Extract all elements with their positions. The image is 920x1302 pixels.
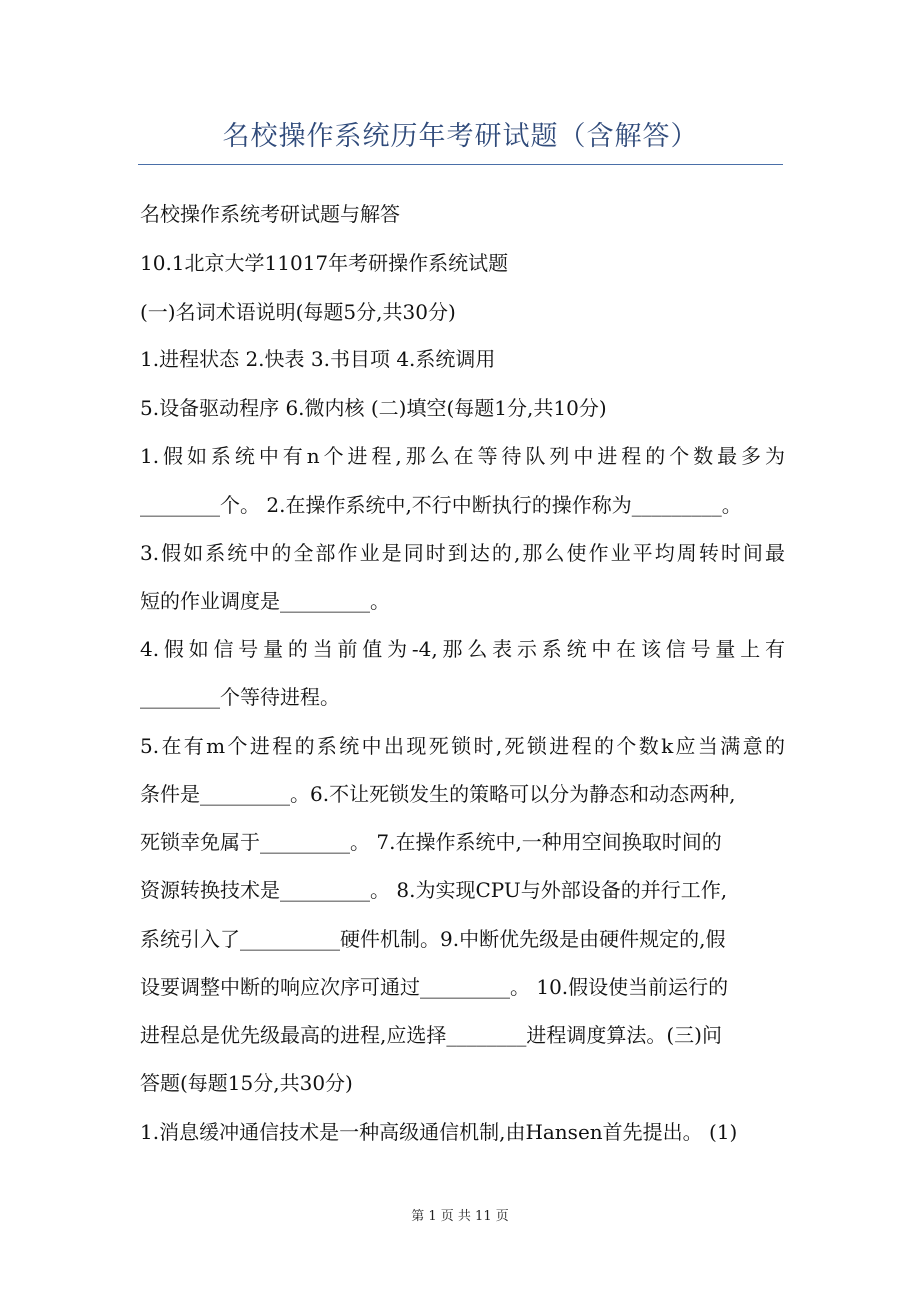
text-line: 名校操作系统考研试题与解答 <box>140 202 400 226</box>
text-line: 5.在有m个进程的系统中出现死锁时,死锁进程的个数k应当满意的 <box>140 734 785 758</box>
text-line: 1.假如系统中有n个进程,那么在等待队列中进程的个数最多为 <box>140 444 785 468</box>
text-line: 1.消息缓冲通信技术是一种高级通信机制,由Hansen首先提出。 (1) <box>140 1120 738 1144</box>
page-footer: 第 1 页 共 11 页 <box>411 1209 509 1224</box>
text-line: 4.假如信号量的当前值为-4,那么表示系统中在该信号量上有 <box>140 637 785 661</box>
text-line: ________个等待进程。 <box>140 685 340 709</box>
text-line: 5.设备驱动程序 6.微内核 (二)填空(每题1分,共10分) <box>140 396 607 420</box>
text-line: 短的作业调度是_________。 <box>140 589 390 613</box>
title-divider <box>138 164 783 165</box>
text-line: 3.假如系统中的全部作业是同时到达的,那么使作业平均周转时间最 <box>140 541 785 565</box>
text-line: 资源转换技术是_________。 8.为实现CPU与外部设备的并行工作, <box>140 878 728 902</box>
text-line: 答题(每题15分,共30分) <box>140 1071 353 1095</box>
document-title: 名校操作系统历年考研试题（含解答） <box>222 121 699 152</box>
text-line: (一)名词术语说明(每题5分,共30分) <box>140 300 456 324</box>
text-line: 设要调整中断的响应次序可通过_________。 10.假设使当前运行的 <box>140 975 729 999</box>
text-line: 死锁幸免属于_________。 7.在操作系统中,一种用空间换取时间的 <box>140 830 722 854</box>
text-line: 系统引入了__________硬件机制。9.中断优先级是由硬件规定的,假 <box>140 927 726 951</box>
text-line: 条件是_________。6.不让死锁发生的策略可以分为静态和动态两种, <box>140 782 736 806</box>
text-line: 1.进程状态 2.快表 3.书目项 4.系统调用 <box>140 347 496 371</box>
text-line: 进程总是优先级最高的进程,应选择________进程调度算法。(三)问 <box>140 1023 722 1047</box>
text-line: ________个。 2.在操作系统中,不行中断执行的操作称为_________。 <box>140 493 742 517</box>
text-line: 10.1北京大学11017年考研操作系统试题 <box>140 251 509 275</box>
